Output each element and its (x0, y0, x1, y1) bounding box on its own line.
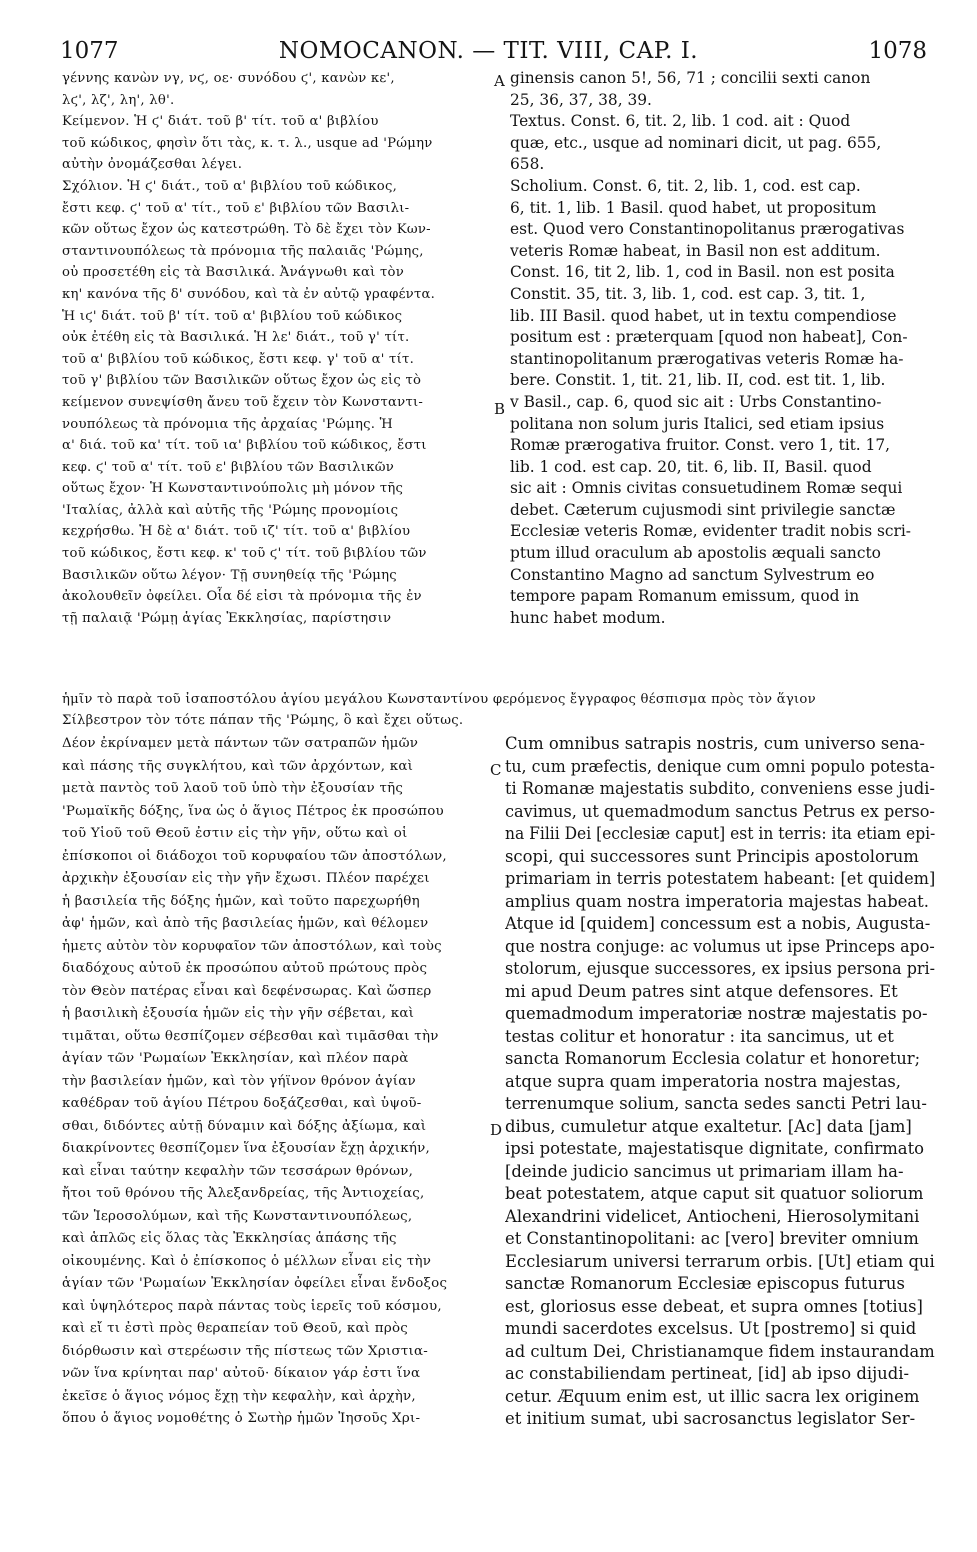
latin-text-line: 658. (510, 155, 545, 174)
greek-text-line: τὴν βασιλείαν ἡμῶν, καὶ τὸν γήϊνον θρόνον ἁγίαν (62, 1073, 416, 1089)
greek-text-line: σθαι, διδόντες αὐτῇ δύναμιν καὶ δόξης ἀξίωμα, καὶ (62, 1118, 427, 1134)
greek-text-line: κείμενον συνεψίσθη ἄνευ τοῦ ἔχειν τὸν Κωνσταντι- (62, 394, 424, 410)
greek-text-line: ἡμῖν τὸ παρὰ τοῦ ἰσαποστόλου ἁγίου μεγάλου Κωνσταντίνου φερόμενος ἔγγραφος θέσπισμα πρὸς τὸν ἅγιον (62, 692, 816, 707)
latin-text-line: ptum illud oraculum ab apostolis æquali sancto (510, 544, 881, 563)
latin-text-line: na Filii Dei [ecclesiæ caput] est in terris: ita etiam epi- (505, 824, 936, 843)
latin-text-line: dibus, cumuletur atque exaltetur. [Ac] data [jam] (505, 1116, 912, 1136)
greek-text-line: τοῦ κώδικος, ἔστι κεφ. κ' τοῦ ϛ' τίτ. τοῦ βιβλίου τῶν (62, 546, 427, 562)
greek-text-line: 'Ρωμαϊκῆς δόξης, ἵνα ὡς ὁ ἅγιος Πέτρος ἐκ προσώπου (62, 803, 444, 819)
margin-marker-b: B (494, 400, 506, 418)
latin-text-line: tempore papam Romanum emissum, quod in (510, 587, 860, 606)
latin-text-line: veteris Romæ habeat, in Basil non est additum. (510, 241, 881, 260)
latin-text-line: politana non solum juris Italici, sed etiam ipsius (510, 414, 885, 433)
greek-text-line: ἡ βασιλικὴ ἐξουσία ἡμῶν εἰς τὴν γῆν σέβεται, καὶ (62, 1006, 415, 1021)
greek-text-line: Κείμενον. Ἡ ϛ' διάτ. τοῦ β' τίτ. τοῦ α' βιβλίου (62, 114, 379, 130)
greek-text-line: καὶ ἁπλῶς εἰς ὅλας τὰς Ἐκκλησίας ἁπάσης τῆς (62, 1231, 397, 1246)
latin-text-line: Scholium. Const. 6, tit. 2, lib. 1, cod. est cap. (510, 176, 861, 195)
page-header (0, 38, 977, 68)
greek-text-line: ἀκολουθεῖν ὀφείλει. Οἷα δέ εἰσι τὰ πρόνομια τῆς ἐν (62, 589, 422, 605)
greek-text-line: ἀρχικὴν ἐξουσίαν εἰς τὴν γῆν ἔχωσι. Πλέον παρέχει (62, 871, 430, 886)
greek-text-line: αὐτὴν ὀνομάζεσθαι λέγει. (62, 157, 243, 173)
latin-text-line: que nostra conjuge: ac volumus ut ipse Princeps apo- (505, 936, 935, 956)
greek-text-line: Σίλβεστρον τὸν τότε πάπαν τῆς 'Ρώμης, ὃ καὶ ἔχει οὕτως. (62, 713, 464, 728)
latin-text-line: et initium sumat, ubi sacrosanctus legislator Ser- (505, 1409, 916, 1428)
latin-text-line: bere. Constit. 1, tit. 21, lib. II, cod. est tit. 1, lib. (510, 371, 886, 390)
latin-text-line: stolorum, ejusque successores, ex ipsius persona pri- (505, 959, 935, 978)
greek-text-line: νῶν ἵνα κρίνηται παρ' αὐτοῦ· δίκαιον γάρ ἐστι ἵνα (62, 1366, 421, 1381)
greek-text-line: α' διά. τοῦ κα' τίτ. τοῦ ια' βιβλίου τοῦ κώδικος, ἔστι (62, 438, 427, 454)
greek-text-line: ἀφ' ἡμῶν, καὶ ἀπὸ τῆς βασιλείας ἡμῶν, καὶ θέλομεν (62, 916, 429, 931)
page-number-left: 1077 (60, 38, 119, 64)
latin-text-line: Romæ prærogativa fruitor. Const. vero 1, tit. 17, (510, 436, 891, 455)
latin-text-line: Textus. Const. 6, tit. 2, lib. 1 cod. ait : Quod (510, 112, 851, 131)
latin-text-line: ipsi potestate, majestatisque dignitate, confirmato (505, 1139, 925, 1158)
latin-text-line: Constit. 35, tit. 3, lib. 1, cod. est cap. 3, tit. 1, (510, 284, 866, 303)
greek-text-line: ἤτοι τοῦ θρόνου τῆς Ἀλεξανδρείας, τῆς Ἀντιοχείας, (62, 1186, 425, 1201)
running-title: NOMOCANON. — TIT. VIII, CAP. I. (278, 38, 699, 64)
greek-text-line: κεφ. ϛ' τοῦ α' τίτ. τοῦ ε' βιβλίου τῶν Βασιλικῶν (62, 459, 394, 475)
greek-text-line: σταντινουπόλεως τὰ πρόνομια τῆς παλαιᾶς 'Ρώμης, (62, 243, 424, 259)
latin-text-line: lib. 1 cod. est cap. 20, tit. 6, lib. II, Basil. quod (510, 457, 872, 476)
greek-full-width-lines (62, 689, 934, 731)
latin-text-line: testas colitur et honoratur : ita sancimus, ut et (505, 1026, 894, 1046)
latin-column-top (510, 68, 934, 629)
latin-text-line: Const. 16, tit 2, lib. 1, cod in Basil. non est posita (510, 263, 895, 282)
greek-text-line: ἁγίαν τῶν 'Ρωμαίων Ἐκκλησίαν ὀφείλει εἶναι ἔνδοξος (62, 1276, 448, 1291)
greek-text-line: Δέον ἐκρίναμεν μετὰ πάντων τῶν σατραπῶν ἡμῶν (62, 736, 419, 751)
greek-text-line: ἡμετς αὐτὸν τὸν κορυφαῖον τῶν ἀποστόλων, καὶ τοὺς (62, 938, 442, 954)
latin-text-line: cavimus, ut quemadmodum sanctus Petrus ex perso- (505, 801, 935, 821)
latin-text-line: sancta Romanorum Ecclesia colatur et honoretur; (505, 1049, 921, 1068)
latin-text-line: 6, tit. 1, lib. 1 Basil. quod habet, ut propositum (510, 198, 877, 217)
latin-text-line: et Constantinopolitani: ac [vero] breviter omnium (505, 1229, 919, 1248)
latin-text-line: debet. Cæterum cujusmodi sint privilegie sanctæ (510, 500, 896, 519)
greek-text-line: καὶ ὑψηλότερος παρὰ πάντας τοὺς ἱερεῖς τοῦ κόσμου, (62, 1298, 442, 1314)
greek-text-line: οὕτως ἔχον· Ἡ Κωνσταντινούπολις μὴ μόνον τῆς (62, 481, 404, 497)
latin-text-line: Ecclesiarum universi terrarum orbis. [Ut] etiam qui (505, 1251, 935, 1271)
latin-text-line: quemadmodum imperatoriæ nostræ majestatis po- (505, 1004, 928, 1023)
greek-text-line: τὸν Θεὸν πατέρας εἶναι καὶ δεφένσωρας. Καὶ ὥσπερ (62, 983, 432, 999)
latin-column-bottom (505, 733, 935, 1431)
greek-text-line: οὐκ ἐτέθη εἰς τὰ Βασιλικά. Ἡ λε' διάτ., τοῦ γ' τίτ. (62, 330, 410, 346)
latin-text-line: sanctæ Romanorum Ecclesiæ episcopus futurus (505, 1274, 905, 1293)
latin-text-line: ac constabiliendam pertineat, [id] ab ipso dijudi- (505, 1364, 909, 1383)
greek-text-line: γέννης κανὼν νγ, νϛ, οε· συνόδου ϛ', κανὼν κε', (62, 71, 395, 86)
latin-text-line: Constantino Magno ad sanctum Sylvestrum eo (510, 565, 875, 584)
greek-text-line: ἡ βασιλεία τῆς δόξης ἡμῶν, καὶ τοῦτο παρεχωρήθη (62, 893, 420, 909)
latin-text-line: 25, 36, 37, 38, 39. (510, 90, 652, 109)
greek-text-line: τοῦ α' βιβλίου τοῦ κώδικος, ἔστι κεφ. γ' τοῦ α' τίτ. (62, 351, 415, 367)
greek-text-line: κῶν οὕτως ἔχον ὡς κατεστρώθη. Τὸ δὲ ἔχει τὸν Κων- (62, 222, 431, 238)
latin-text-line: Alexandrini videlicet, Antiocheni, Hierosolymitani (505, 1206, 920, 1226)
latin-text-line: Atque id [quidem] concessum est a nobis, Augusta- (505, 914, 931, 933)
latin-text-line: sic ait : Omnis civitas consuetudinem Romæ sequi (510, 479, 903, 498)
greek-text-line: διαδόχους αὐτοῦ ἐκ προσώπου αὐτοῦ πρώτους πρὸς (62, 961, 428, 976)
greek-text-line: διόρθωσιν καὶ στερέωσιν τῆς πίστεως τῶν Χριστια- (62, 1343, 429, 1359)
latin-text-line: terrenumque solium, sancta sedes sancti Petri lau- (505, 1094, 927, 1113)
greek-text-line: καὶ εἶναι ταύτην κεφαλὴν τῶν τεσσάρων θρόνων, (62, 1163, 414, 1179)
greek-text-line: ἔστι κεφ. ϛ' τοῦ α' τίτ., τοῦ ε' βιβλίου τῶν Βασιλι- (62, 200, 410, 216)
greek-text-line: μετὰ παντὸς τοῦ λαοῦ τοῦ ὑπὸ τὴν ἐξουσίαν τῆς (62, 781, 404, 796)
latin-text-line: mundi sacerdotes excelsus. Ut [postremo] si quid (505, 1319, 917, 1338)
greek-text-line: τῶν Ἱεροσολύμων, καὶ τῆς Κωνσταντινουπόλεως, (62, 1208, 413, 1224)
greek-text-line: οὐ προσετέθη εἰς τὰ Βασιλικά. Ἀνάγνωθι καὶ τὸν (62, 265, 404, 281)
greek-text-line: τιμᾶται, οὕτω θεσπίζομεν σέβεσθαι καὶ τιμᾶσθαι τὴν (62, 1028, 439, 1044)
latin-text-line: Ecclesiæ veteris Romæ, evidenter tradit nobis scri- (510, 522, 911, 541)
greek-column-bottom (62, 733, 492, 1431)
latin-text-line: est. Quod vero Constantinopolitanus prærogativas (510, 220, 905, 239)
greek-text-line: τοῦ κώδικος, φησὶν ὅτι τὰς, κ. τ. λ., usque ad 'Ρώμην (62, 135, 433, 151)
latin-text-line: Cum omnibus satrapis nostris, cum universo sena- (505, 734, 925, 753)
greek-text-line: καὶ πάσης τῆς συγκλήτου, καὶ τῶν ἀρχόντων, καὶ (62, 758, 414, 774)
greek-text-line: Σχόλιον. Ἡ ϛ' διάτ., τοῦ α' βιβλίου τοῦ κώδικος, (62, 178, 398, 194)
greek-text-line: τῇ παλαιᾷ 'Ρώμῃ ἁγίας Ἐκκλησίας, παρίστησιν (62, 610, 392, 626)
greek-text-line: τοῦ Υἱοῦ τοῦ Θεοῦ ἐστιν εἰς τὴν γῆν, οὕτω καὶ οἱ (62, 826, 408, 841)
greek-text-line: νουπόλεως τὰ πρόνομια τῆς ἀρχαίας 'Ρώμης. Ἡ (62, 416, 393, 432)
greek-text-line: λϛ', λζ', λη', λθ'. (62, 92, 175, 108)
latin-text-line: amplius quam nostra imperatoria majestas habeat. (505, 891, 929, 911)
latin-text-line: hunc habet modum. (510, 608, 666, 627)
latin-text-line: ginensis canon 5!, 56, 71 ; concilii sexti canon (510, 69, 871, 87)
greek-column-top (62, 68, 492, 629)
latin-text-line: quæ, etc., usque ad nominari dicit, ut pag. 655, (510, 133, 882, 152)
greek-text-line: καθέδραν τοῦ ἁγίου Πέτρου δοξάζεσθαι, καὶ ὑψοῦ- (62, 1096, 422, 1111)
greek-text-line: ἐπίσκοποι οἱ διάδοχοι τοῦ κορυφαίου τῶν ἀποστόλων, (62, 848, 447, 864)
margin-marker-d: D (490, 1121, 503, 1139)
greek-text-line: ἐκεῖσε ὁ ἅγιος νόμος ἔχῃ τὴν κεφαλὴν, καὶ ἀρχὴν, (62, 1388, 416, 1404)
page-number-right: 1078 (868, 38, 927, 64)
greek-text-line: διακρίνοντες θεσπίζομεν ἵνα ἐξουσίαν ἔχῃ ἀρχικήν, (62, 1141, 431, 1156)
latin-text-line: primariam in terris potestatem habeant: [et quidem] (505, 869, 936, 888)
latin-text-line: v Basil., cap. 6, quod sic ait : Urbs Constantino- (510, 392, 882, 411)
greek-text-line: κεχρήσθω. Ἡ δὲ α' διάτ. τοῦ ιζ' τίτ. τοῦ α' βιβλίου (62, 524, 411, 540)
latin-text-line: positum est : præterquam [quod non habeat], Con- (510, 328, 908, 347)
margin-marker-a: A (494, 72, 505, 90)
greek-text-line: ὅπου ὁ ἅγιος νομοθέτης ὁ Σωτὴρ ἡμῶν Ἰησοῦς Χρι- (62, 1411, 421, 1426)
latin-text-line: atque supra quam imperatoria nostra majestas, (505, 1071, 901, 1091)
latin-text-line: ti Romanæ majestatis subdito, conveniens esse judi- (505, 779, 935, 798)
greek-text-line: καὶ εἴ τι ἐστὶ πρὸς θεραπείαν τοῦ Θεοῦ, καὶ πρὸς (62, 1321, 409, 1336)
latin-text-line: mi apud Deum patres sint atque defensores. Et (505, 981, 898, 1001)
latin-text-line: ad cultum Dei, Christianamque fidem instaurandam (505, 1341, 935, 1361)
latin-text-line: lib. III Basil. quod habet, ut in textu compendiose (510, 306, 897, 325)
latin-text-line: stantinopolitanum prærogativas veteris Romæ ha- (510, 349, 904, 368)
latin-text-line: scopi, qui successores sunt Principis apostolorum (505, 846, 919, 866)
latin-text-line: [deinde judicio sancimus ut primariam illam ha- (505, 1161, 904, 1181)
margin-marker-c: C (490, 761, 502, 779)
latin-text-line: tu, cum præfectis, denique cum omni populo potesta- (505, 756, 935, 776)
greek-text-line: Βασιλικῶν οὕτω λέγον· Τῇ συνηθείᾳ τῆς 'Ρώμης (62, 567, 397, 583)
greek-text-line: οἰκουμένης. Καὶ ὁ ἐπίσκοπος ὁ μέλλων εἶναι εἰς τὴν (62, 1253, 432, 1269)
greek-text-line: Ἡ ιϛ' διάτ. τοῦ β' τίτ. τοῦ α' βιβλίου τοῦ κώδικος (62, 308, 403, 324)
greek-text-line: ἁγίαν τῶν 'Ρωμαίων Ἐκκλησίαν, καὶ πλέον παρὰ (62, 1051, 409, 1066)
greek-text-line: κη' κανόνα τῆς δ' συνόδου, καὶ τὰ ἐν αὐτῷ γραφέντα. (62, 286, 436, 302)
greek-text-line: 'Ιταλίας, ἀλλὰ καὶ αὐτῆς τῆς 'Ρώμης προνομίοις (62, 502, 399, 518)
latin-text-line: beat potestatem, atque caput sit quatuor soliorum (505, 1184, 924, 1203)
greek-text-line: τοῦ γ' βιβλίου τῶν Βασιλικῶν οὕτως ἔχον ὡς εἰς τὸ (62, 373, 422, 389)
latin-text-line: est, gloriosus esse debeat, et supra omnes [totius] (505, 1296, 923, 1316)
latin-text-line: cetur. Æquum enim est, ut illic sacra lex originem (505, 1386, 920, 1406)
